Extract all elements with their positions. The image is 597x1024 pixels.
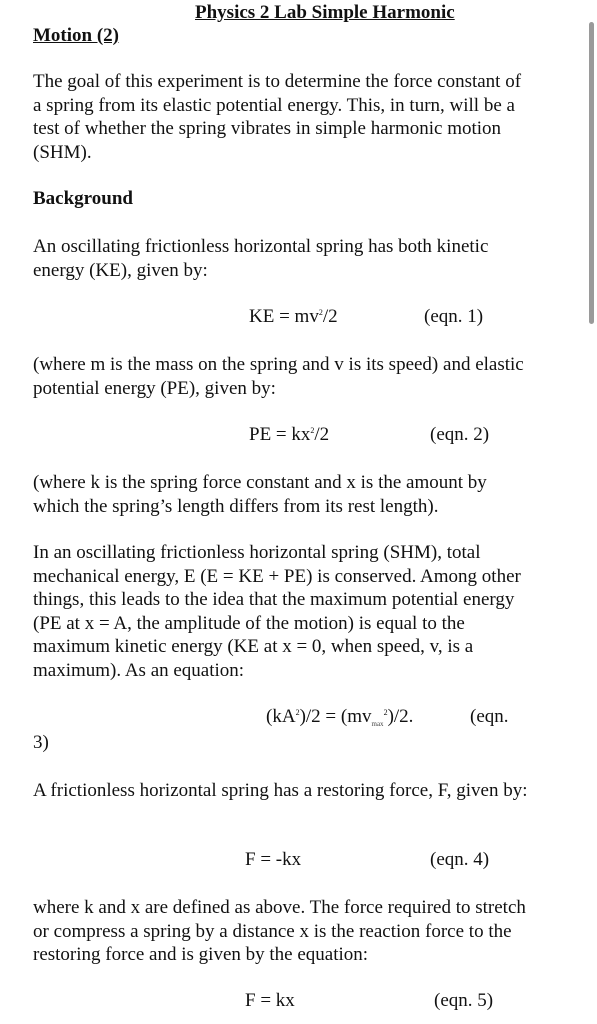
equation-2-number: (eqn. 2) [430, 424, 490, 445]
equation-4-number: (eqn. 4) [430, 849, 490, 870]
pe-intro-paragraph: (where m is the mass on the spring and v is its speed) and elastic potential energy (PE), given by: [33, 354, 524, 399]
reaction-force-paragraph: where k and x are defined as above. The force required to stretch or compress a spring by a distance x is the reaction force to the restoring force and is given by the equation: [33, 897, 526, 965]
k-definition-paragraph: (where k is the spring force constant and x is the amount by which the spring’s length differs from its rest length). [33, 472, 487, 517]
equation-3-number: (eqn. [470, 706, 509, 727]
equation-5: F = kx [245, 990, 295, 1011]
equation-1-number: (eqn. 1) [424, 306, 484, 327]
intro-paragraph: The goal of this experiment is to determine the force constant of a spring from its elastic potential energy. This, in turn, will be a test of whether the spring vibrates in simple harmonic motion (SHM). [33, 71, 522, 163]
equation-3-number-wrap: 3) [33, 732, 49, 753]
background-heading: Background [33, 188, 133, 209]
ke-intro-paragraph: An oscillating frictionless horizontal spring has both kinetic energy (KE), given by: [33, 236, 489, 281]
restoring-force-paragraph: A frictionless horizontal spring has a restoring force, F, given by: [33, 780, 528, 801]
equation-3: $(kA^2)/2 = (mv_{max}^2)/2$. [266, 706, 414, 728]
document-title: Physics 2 Lab Simple Harmonic [195, 2, 455, 23]
shm-paragraph: In an oscillating frictionless horizontal spring (SHM), total mechanical energy, E (E = KE + PE) is conserved. Among other things, this leads to the idea that the maximum potential energy (PE at x = A, the amplitude of the motion) is equal to the maximum kinetic energy (KE at x = 0, when speed, v, is a maximum). As an equation: [33, 542, 521, 681]
vertical-scrollbar[interactable] [589, 22, 594, 324]
equation-2: PE = $kx^2/2$ [249, 424, 330, 445]
equation-4: F = -kx [245, 849, 302, 870]
equation-1: KE = $mv^2/2$ [249, 306, 338, 327]
document-title-continued: Motion (2) [33, 25, 120, 46]
equation-5-number: (eqn. 5) [434, 990, 494, 1011]
